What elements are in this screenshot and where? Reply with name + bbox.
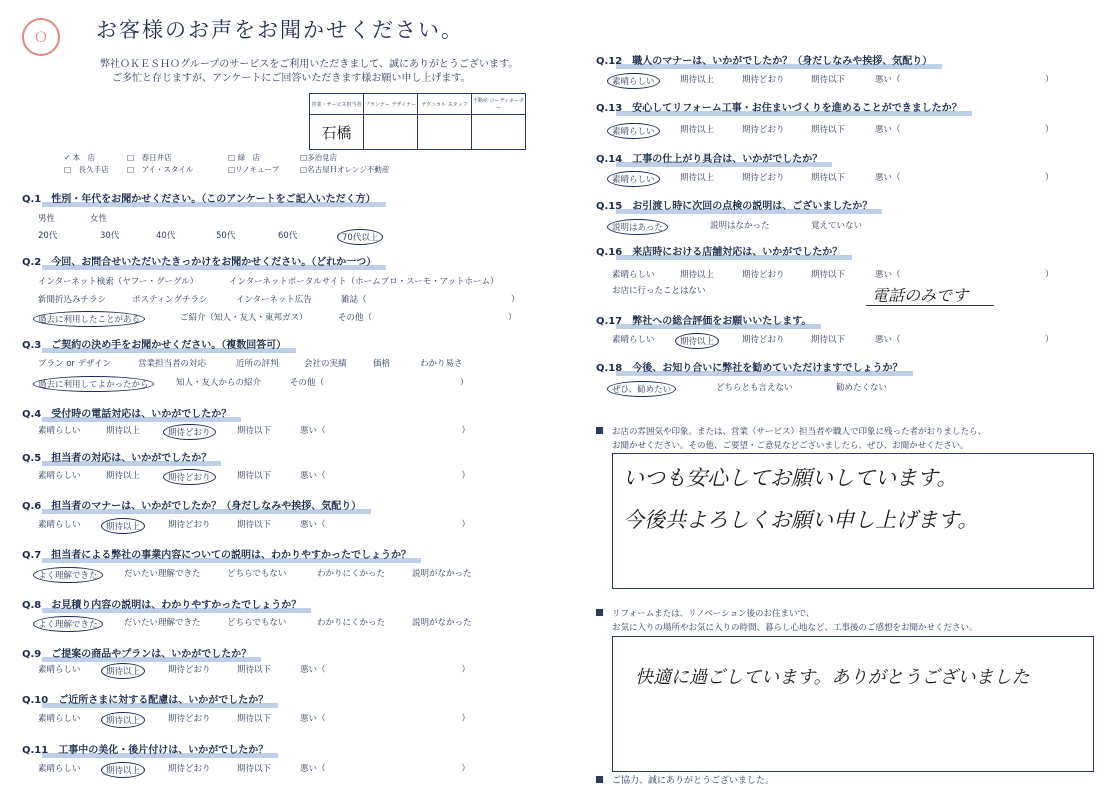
answer-option[interactable]: 期待以上 xyxy=(675,333,719,349)
answer-option[interactable]: 期待以上 xyxy=(101,712,145,728)
answer-option[interactable]: 期待どおり xyxy=(742,270,785,280)
question-heading: Q.10 ご近所さまに対する配慮は、いかがでしたか？ xyxy=(22,691,268,706)
bullet-icon xyxy=(596,427,603,434)
store-option[interactable]: □ 緑 店 xyxy=(228,153,260,162)
question-heading: Q.6 担当者のマナーは、いかがでしたか？（身だしなみや挨拶、気配り） xyxy=(22,497,361,512)
comment1-prompt-2: お聞かせください。その他、ご要望・ご意見などございましたら、ぜひ、お聞かせください。 xyxy=(612,441,969,451)
answer-option[interactable]: 20代 xyxy=(38,231,58,241)
answer-option[interactable]: 期待どおり xyxy=(742,335,785,345)
answer-option[interactable]: 悪い（ ） xyxy=(300,714,471,724)
intro-line-1: 弊社ＯＫＥＳＨＯグループのサービスをご利用いただきまして、誠にありがとうございます。 xyxy=(100,59,519,70)
comment1-line-1: いつも安心してお願いしています。 xyxy=(623,466,958,490)
question-heading: Q.11 工事中の美化・後片付けは、いかがでしたか？ xyxy=(22,741,268,756)
answer-option[interactable]: 期待以下 xyxy=(811,173,846,183)
answer-option[interactable]: 期待どおり xyxy=(163,469,216,485)
answer-option[interactable]: 素晴らしい xyxy=(38,665,81,675)
answer-option[interactable]: お店に行ったことはない xyxy=(612,286,706,296)
answer-option[interactable]: 素晴らしい xyxy=(607,171,660,187)
staff-col-planner: プランナー デザイナー xyxy=(364,94,418,115)
answer-option[interactable]: 期待以上 xyxy=(101,663,145,679)
question-heading: Q.17 弊社への総合評価をお願いいたします。 xyxy=(596,312,811,327)
answer-option[interactable]: 悪い（ ） xyxy=(875,125,1054,135)
store-option[interactable]: □ 春日井店 xyxy=(127,153,172,162)
answer-option[interactable]: 説明はなかった xyxy=(710,221,770,231)
answer-option[interactable]: 期待どおり xyxy=(742,75,785,85)
answer-option[interactable]: 期待以上 xyxy=(680,75,715,85)
answer-option[interactable]: 期待以上 xyxy=(680,270,715,280)
answer-option[interactable]: 知人・友人からの紹介 xyxy=(176,378,262,388)
answer-option[interactable]: 期待以下 xyxy=(237,665,272,675)
answer-option[interactable]: 男性 xyxy=(38,214,56,224)
answer-option[interactable]: 説明はあった xyxy=(607,219,668,235)
comment1-prompt-1: お店の雰囲気や印象。または、営業（サービス）担当者や職人で印象に残った者がおりましたら、 xyxy=(612,427,987,437)
answer-option[interactable]: 価格 xyxy=(373,359,391,369)
answer-option[interactable]: 期待以下 xyxy=(237,520,272,530)
question-heading: Q.8 お見積り内容の説明は、わかりやすかったでしょうか？ xyxy=(22,596,301,611)
answer-option[interactable]: インターネット広告 xyxy=(236,295,312,305)
staff-col-realestate: 不動産 コーディネーター xyxy=(472,94,526,115)
question-heading: Q.5 担当者の対応は、いかがでしたか？ xyxy=(22,449,211,464)
answer-option[interactable]: 悪い（ ） xyxy=(300,764,471,774)
answer-option[interactable]: わかり易さ xyxy=(420,359,463,369)
thank-you-note: ご協力、誠にありがとうございました。 xyxy=(612,776,775,786)
comment2-prompt-2: お気に入りの場所やお気に入りの時間、暮らし心地など、工事後のご感想をお聞かせください。 xyxy=(612,623,978,633)
answer-option[interactable]: 悪い（ ） xyxy=(300,665,471,675)
answer-option[interactable]: 期待以上 xyxy=(106,471,141,481)
answer-option[interactable]: 期待以下 xyxy=(811,125,846,135)
company-seal-logo: Ｏ xyxy=(22,18,60,56)
answer-option[interactable]: 期待どおり xyxy=(168,764,211,774)
answer-option[interactable]: 近所の評判 xyxy=(236,359,279,369)
store-option[interactable]: ✓ 本 店 xyxy=(64,153,96,162)
answer-option[interactable]: 女性 xyxy=(90,214,108,224)
answer-option[interactable]: 期待以上 xyxy=(101,518,145,534)
survey-title: お客様のお声をお聞かせください。 xyxy=(96,18,464,42)
question-heading: Q.18 今後、お知り合いに弊社を勧めていただけますでしょうか？ xyxy=(596,359,903,374)
answer-option[interactable]: 素晴らしい xyxy=(612,270,655,280)
answer-option[interactable]: どちらとも言えない xyxy=(716,383,793,393)
answer-option[interactable]: 期待以下 xyxy=(237,426,272,436)
question-heading: Q.14 工事の仕上がり具合は、いかがでしたか？ xyxy=(596,150,822,165)
answer-option[interactable]: 期待以上 xyxy=(680,125,715,135)
answer-option[interactable]: 素晴らしい xyxy=(612,335,655,345)
comment2-prompt-1: リフォームまたは、リノベーション後のお住まいで、 xyxy=(612,609,815,619)
answer-option[interactable]: 60代 xyxy=(278,231,298,241)
staff-planner-name[interactable] xyxy=(364,115,418,150)
answer-option[interactable]: だいたい理解できた xyxy=(124,569,201,579)
answer-option[interactable]: 期待以下 xyxy=(237,764,272,774)
q16-handwritten-note: 電話のみです xyxy=(872,286,969,305)
answer-option[interactable]: 説明がなかった xyxy=(412,569,472,579)
answer-option[interactable]: 悪い（ ） xyxy=(875,173,1054,183)
answer-option[interactable]: 期待以上 xyxy=(101,762,145,778)
answer-option[interactable]: 期待どおり xyxy=(168,665,211,675)
staff-sales-name[interactable]: 石橋 xyxy=(310,115,364,150)
store-option[interactable]: □名古屋Ｈオレンジ不動産 xyxy=(300,165,390,174)
answer-option[interactable]: よく理解できた xyxy=(33,567,103,583)
answer-option[interactable]: 素晴らしい xyxy=(607,123,660,139)
answer-option[interactable]: 期待どおり xyxy=(742,125,785,135)
question-heading: Q.3 ご契約の決め手をお聞かせください。（複数回答可） xyxy=(22,336,286,351)
staff-col-sales: 営業・サービス担当者 xyxy=(310,94,364,115)
answer-option[interactable]: 悪い（ ） xyxy=(875,335,1054,345)
question-heading: Q.15 お引渡し時に次回の点検の説明は、ございましたか？ xyxy=(596,197,872,212)
answer-option[interactable]: 期待どおり xyxy=(742,173,785,183)
answer-option[interactable]: ぜひ、勧めたい xyxy=(607,381,676,397)
answer-option[interactable]: 悪い（ ） xyxy=(300,426,471,436)
answer-option[interactable]: 悪い（ ） xyxy=(300,520,471,530)
answer-option[interactable]: その他（ ） xyxy=(290,378,469,388)
answer-option[interactable]: 素晴らしい xyxy=(38,714,81,724)
answer-option[interactable]: 40代 xyxy=(156,231,176,241)
answer-option[interactable]: 素晴らしい xyxy=(38,471,81,481)
answer-option[interactable]: その他（ ） xyxy=(338,313,517,323)
answer-option[interactable]: 悪い（ ） xyxy=(875,270,1054,280)
answer-option[interactable]: 期待以上 xyxy=(106,426,141,436)
answer-option[interactable]: インターネットポータルサイト（ホームプロ・スーモ・アットホーム） xyxy=(229,277,499,287)
answer-option[interactable]: 期待以下 xyxy=(811,270,846,280)
q16-note-underline xyxy=(866,305,994,306)
answer-option[interactable]: 素晴らしい xyxy=(38,426,81,436)
answer-option[interactable]: 50代 xyxy=(216,231,236,241)
answer-option[interactable]: 期待どおり xyxy=(168,714,211,724)
question-heading: Q.7 担当者による弊社の事業内容についての説明は、わかりやすかったでしょうか？ xyxy=(22,546,411,561)
answer-option[interactable]: 説明がなかった xyxy=(412,618,472,628)
answer-option[interactable]: 70代以上 xyxy=(337,229,383,245)
comment2-line-1: 快適に過ごしています。ありがとうございました xyxy=(635,667,1030,688)
answer-option[interactable]: 期待以上 xyxy=(680,173,715,183)
staff-table xyxy=(309,93,526,150)
answer-option[interactable]: 会社の実績 xyxy=(304,359,347,369)
question-heading: Q.13 安心してリフォーム工事・お住まいづくりを進めることができましたか？ xyxy=(596,99,962,114)
answer-option[interactable]: 素晴らしい xyxy=(607,73,660,89)
answer-option[interactable]: だいたい理解できた xyxy=(124,618,201,628)
answer-option[interactable]: ポスティングチラシ xyxy=(132,295,208,305)
answer-option[interactable]: 素晴らしい xyxy=(38,764,81,774)
answer-option[interactable]: どちらでもない xyxy=(227,569,287,579)
answer-option[interactable]: よく理解できた xyxy=(33,616,103,632)
answer-option[interactable]: 期待以下 xyxy=(811,75,846,85)
question-heading: Q.9 ご提案の商品やプランは、いかがでしたか？ xyxy=(22,645,251,660)
question-heading: Q.12 職人のマナーは、いかがでしたか？（身だしなみや挨拶、気配り） xyxy=(596,52,932,67)
answer-option[interactable]: プラン or デザイン xyxy=(38,359,112,369)
answer-option[interactable]: 新聞折込みチラシ xyxy=(38,295,107,305)
question-heading: Q.4 受付時の電話対応は、いかがでしたか？ xyxy=(22,405,231,420)
question-heading: Q.16 来店時における店舗対応は、いかがでしたか？ xyxy=(596,243,842,258)
comment1-textarea[interactable] xyxy=(612,453,1094,589)
staff-realestate-name[interactable] xyxy=(472,115,526,150)
answer-option[interactable]: 悪い（ ） xyxy=(300,471,471,481)
answer-option[interactable]: わかりにくかった xyxy=(317,618,386,628)
store-option[interactable]: □リノキューブ xyxy=(228,165,280,174)
store-option[interactable]: □ 長久手店 xyxy=(64,165,109,174)
staff-col-technical: テクニカル スタッフ xyxy=(418,94,472,115)
answer-option[interactable]: 期待以下 xyxy=(811,335,846,345)
answer-option[interactable]: 期待どおり xyxy=(163,424,216,440)
answer-option[interactable]: 覚えていない xyxy=(811,221,863,231)
comment1-line-2: 今後共よろしくお願い申し上げます。 xyxy=(623,508,979,532)
answer-option[interactable]: 勧めたくない xyxy=(836,383,888,393)
answer-option[interactable]: 期待どおり xyxy=(168,520,211,530)
question-heading: Q.1 性別・年代をお聞かせください。（このアンケートをご記入いただく方） xyxy=(22,190,376,205)
answer-option[interactable]: 素晴らしい xyxy=(38,520,81,530)
answer-option[interactable]: どちらでもない xyxy=(227,618,287,628)
answer-option[interactable]: 30代 xyxy=(100,231,120,241)
answer-option[interactable]: 期待以下 xyxy=(237,471,272,481)
answer-option[interactable]: ご紹介（知人・友人・東邦ガス） xyxy=(180,313,308,323)
bullet-icon xyxy=(596,609,603,616)
staff-technical-name[interactable] xyxy=(418,115,472,150)
answer-option[interactable]: 期待以下 xyxy=(237,714,272,724)
store-option[interactable]: □多治見店 xyxy=(300,153,338,162)
answer-option[interactable]: 悪い（ ） xyxy=(875,75,1054,85)
answer-option[interactable]: 営業担当者の対応 xyxy=(138,359,207,369)
answer-option[interactable]: 過去に利用したことがある xyxy=(33,311,145,327)
answer-option[interactable]: わかりにくかった xyxy=(317,569,386,579)
store-option[interactable]: □ アイ・スタイル xyxy=(127,165,194,174)
bullet-icon xyxy=(596,776,603,783)
answer-option[interactable]: 雑誌（ ） xyxy=(341,295,520,305)
question-heading: Q.2 今回、お問合せいただいたきっかけをお聞かせください。（どれか一つ） xyxy=(22,253,376,268)
answer-option[interactable]: 過去に利用してよかったから xyxy=(33,376,154,392)
intro-line-2: ご多忙と存じますが、アンケートにご回答いただきます様お願い申し上げます。 xyxy=(112,73,471,84)
comment2-textarea[interactable] xyxy=(612,636,1094,772)
answer-option[interactable]: インターネット検索（ヤフー・グーグル） xyxy=(38,277,199,287)
